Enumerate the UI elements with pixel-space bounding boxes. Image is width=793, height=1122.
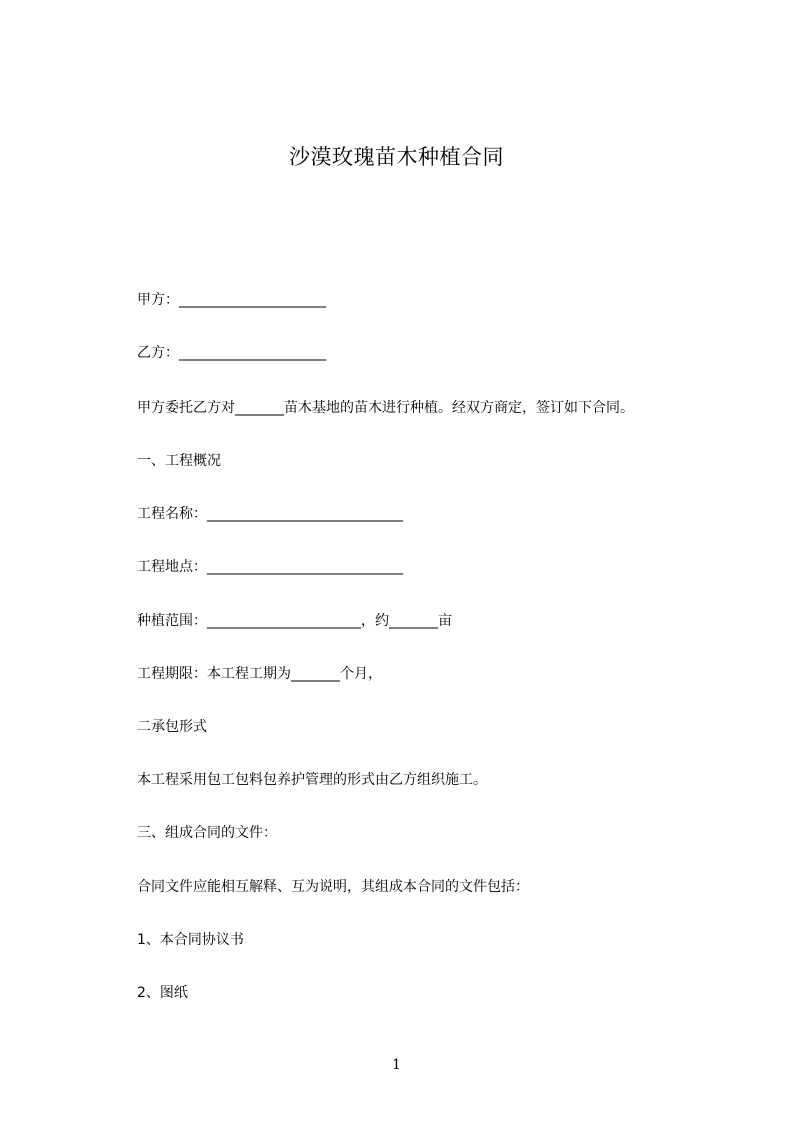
project-location-line: 工程地点：____________________________ <box>137 559 403 575</box>
project-name-line: 工程名称：____________________________ <box>137 506 403 522</box>
section-heading-contract-documents: 三、组成合同的文件： <box>137 825 277 841</box>
contract-documents-paragraph: 合同文件应能相互解释、互为说明，其组成本合同的文件包括： <box>137 879 529 895</box>
party-b-line: 乙方：_____________________ <box>137 345 326 361</box>
contract-form-paragraph: 本工程采用包工包料包养护管理的形式由乙方组织施工。 <box>137 772 487 788</box>
project-duration-line: 工程期限：本工程工期为_______个月， <box>137 666 382 682</box>
section-heading-project-overview: 一、工程概况 <box>137 453 221 469</box>
planting-scope-line: 种植范围：______________________，约_______亩 <box>137 613 452 629</box>
list-item: 2、图纸 <box>137 985 188 1001</box>
document-title: 沙漠玫瑰苗木种植合同 <box>289 145 504 169</box>
list-item: 1、本合同协议书 <box>137 932 244 948</box>
party-a-line: 甲方：_____________________ <box>137 292 326 308</box>
entrustment-paragraph: 甲方委托乙方对_______苗木基地的苗木进行种植。经双方商定，签订如下合同。 <box>137 400 634 416</box>
section-heading-contract-form: 二承包形式 <box>137 719 207 735</box>
page-number: 1 <box>392 1057 401 1073</box>
